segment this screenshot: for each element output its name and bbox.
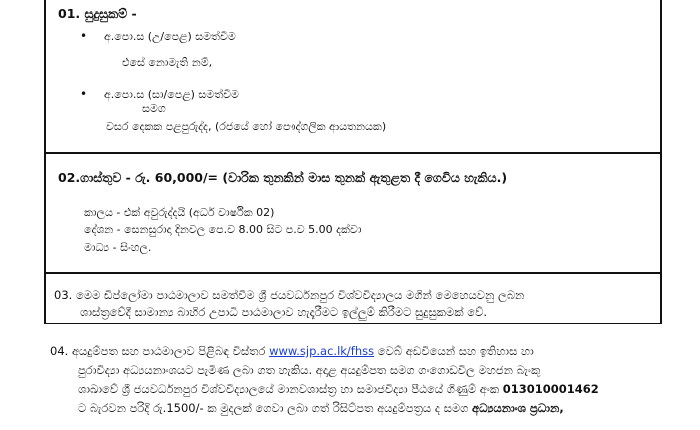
account-number: 013010001462 [502,382,599,396]
details-line-1-prefix: 04. අයදුම්පත සහ පාඨමාලාව පිළිබඳ විස්තර [50,344,266,358]
bullet-icon: • [80,29,88,43]
course-duration: කාලය - එක් අවුරුද්දයි (අර්ධ වාර්ෂික 02) [84,206,275,219]
qualification-al: අ.පො.ස (උ/පෙළ) සමත්වීම [104,30,236,43]
qualifications-heading: 01. සුදුසුකම් - [58,6,137,21]
qualifications-box [44,0,662,154]
fee-box [44,154,662,274]
department-head: අධ්‍යයනාංශ ප්‍රධාන, [472,401,564,415]
experience-line: වසර දෙකක පළපුරුද්ද, (රජයේ හෝ පෞද්ගලික ආයතනයක) [106,120,387,133]
medium: මාධ්‍ය - සිංහල. [84,241,152,254]
eligibility-line-1: 03. මෙම ඩිප්ලෝමා පාඨමාලාව සමත්වීම ශ්‍රී ජයවර්ධනපුර විශ්වවිද්‍යාලය මගින් මෙහෙයවනු ලබන [54,288,525,302]
or-line: එසේ නොමැති නම්, [122,56,213,69]
lecture-days: දේශන - සෙනසුරාදා දිනවල පෙ.ව 8.00 සිට ප.ව 5.00 දක්වා [84,223,362,236]
eligibility-box [44,274,662,324]
fee-heading: 02.ගාස්තුව - රු. 60,000/= (වාරික තුනකින් මාස තුනක් ඇතුළත දී ගෙවිය හැකිය.) [58,170,508,185]
details-line-3 [78,382,599,397]
details-line-2: පුරාවිද්‍යා අධ්‍යයනාංශයට පැමිණ ලබා ගත හැකිය. අදාළ අයදුම්පත සමග ගංගොඩවිල මහජන බැංකු [78,363,541,377]
details-line-1 [50,344,534,359]
details-line-4 [78,401,564,416]
qualification-ol: අ.පො.ස (සා/පෙළ) සමත්වීම [104,88,239,101]
details-line-1-suffix: වෙබ් අඩවියෙන් සහ ඉතිහාස හා [377,344,534,358]
details-line-4-prefix: ට බැරවන පරිදි රු.1500/- ක මුදලක් ගෙවා ලබා ගත් රිසිට්පත අයදුම්පත්‍රය ද සමග [78,401,469,415]
eligibility-line-2: ශාස්ත්‍රවේදී සාමාන්‍ය බාහිර උපාධි පාඨමාලාව හැදෑරීමට ඉල්ලුම් කිරීමට සුදුසුකමක් වේ. [80,305,488,319]
with-line: සමග [142,102,166,115]
bullet-icon: • [80,87,88,101]
faculty-website-link[interactable]: www.sjp.ac.lk/fhss [269,344,375,358]
details-line-3-prefix: ශාඛාවේ ශ්‍රී ජයවර්ධනපුර විශ්වවිද්‍යාලයේ මානවශාස්ත්‍ර හා සමාජවිද්‍යා පීඨයේ ගිණුම් අංක [78,382,500,396]
